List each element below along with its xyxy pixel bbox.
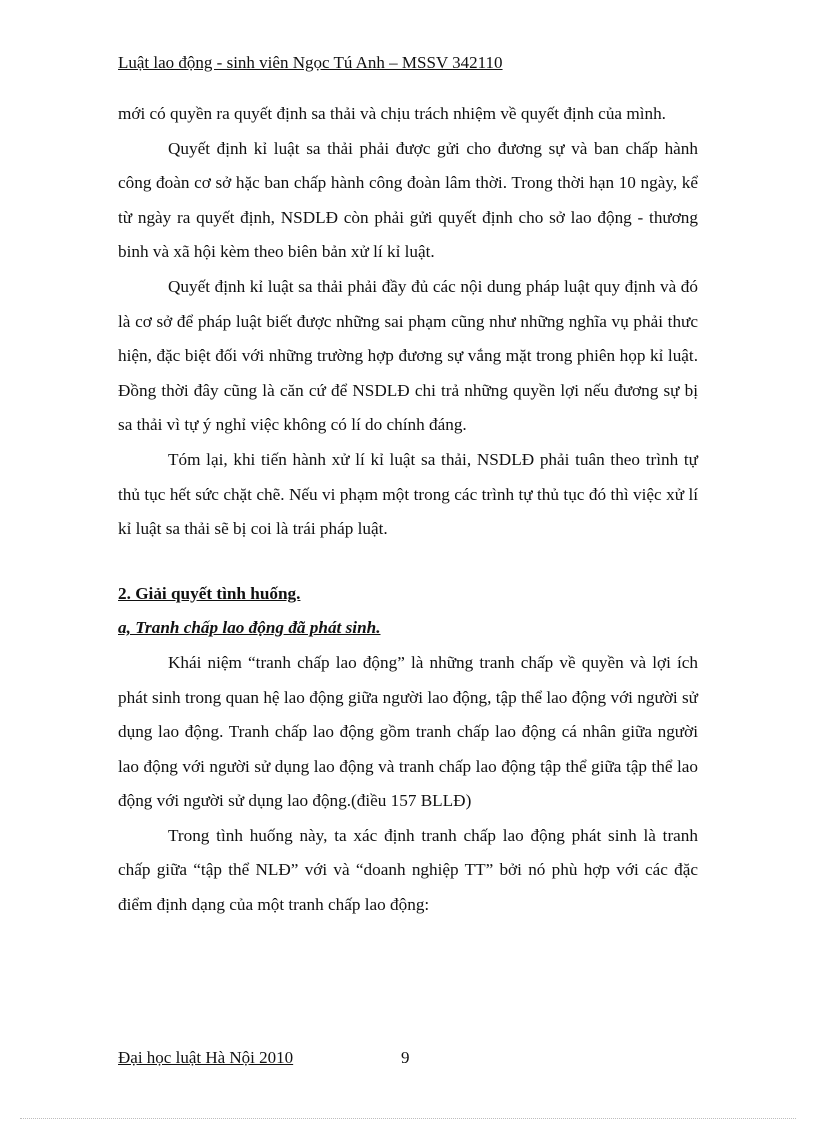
page-number: 9	[401, 1048, 410, 1067]
section-subheading: a, Tranh chấp lao động đã phát sinh.	[118, 618, 381, 638]
section-2	[118, 577, 698, 923]
page-body	[118, 97, 698, 923]
page-bottom-divider	[20, 1118, 796, 1119]
paragraph: Trong tình huống này, ta xác định tranh chấp lao động phát sinh là tranh chấp giữa “tập thể NLĐ” với và “doanh nghiệp TT” bởi nó phù hợp với các đặc điểm định dạng của một tranh chấp lao động:	[118, 825, 698, 915]
section-heading: 2. Giải quyết tình huống.	[118, 583, 301, 603]
running-footer: Đại học luật Hà Nội 2010	[118, 1048, 294, 1067]
paragraph: Khái niệm “tranh chấp lao động” là những tranh chấp về quyền và lợi ích phát sinh trong quan hệ lao động giữa người lao động, tập thể lao động với người sử dụng lao động. Tranh chấp lao động gồm tranh chấp lao động cá nhân giữa người lao động với người sử dụng lao động và tranh chấp lao động tập thể giữa tập thể lao động với người sử dụng lao động.(điều 157 BLLĐ)	[118, 652, 698, 811]
paragraph: Quyết định kỉ luật sa thải phải đầy đủ các nội dung pháp luật quy định và đó là cơ sở để pháp luật biết được những sai phạm cũng như những nghĩa vụ phải thưc hiện, đặc biệt đối với những trường hợp đương sự vắng mặt trong phiên họp kỉ luật. Đồng thời đây cũng là căn cứ để NSDLĐ chi trả những quyền lợi nếu đương sự bị sa thải vì tự ý nghỉ việc không có lí do chính đáng.	[118, 276, 698, 435]
paragraph: mới có quyền ra quyết định sa thải và chịu trách nhiệm về quyết định của mình.	[118, 104, 666, 123]
paragraph: Tóm lại, khi tiến hành xử lí kỉ luật sa thải, NSDLĐ phải tuân theo trình tự thủ tục hết sức chặt chẽ. Nếu vi phạm một trong các trình tự thủ tục đó thì việc xử lí kỉ luật sa thải sẽ bị coi là trái pháp luật.	[118, 449, 698, 539]
paragraph: Quyết định kỉ luật sa thải phải được gửi cho đương sự và ban chấp hành công đoàn cơ sở hặc ban chấp hành công đoàn lâm thời. Trong thời hạn 10 ngày, kể từ ngày ra quyết định, NSDLĐ còn phải gửi quyết định cho sở lao động - thương binh và xã hội kèm theo biên bản xử lí kỉ luật.	[118, 138, 698, 262]
running-header: Luật lao động - sinh viên Ngọc Tú Anh – MSSV 342110	[118, 53, 503, 72]
